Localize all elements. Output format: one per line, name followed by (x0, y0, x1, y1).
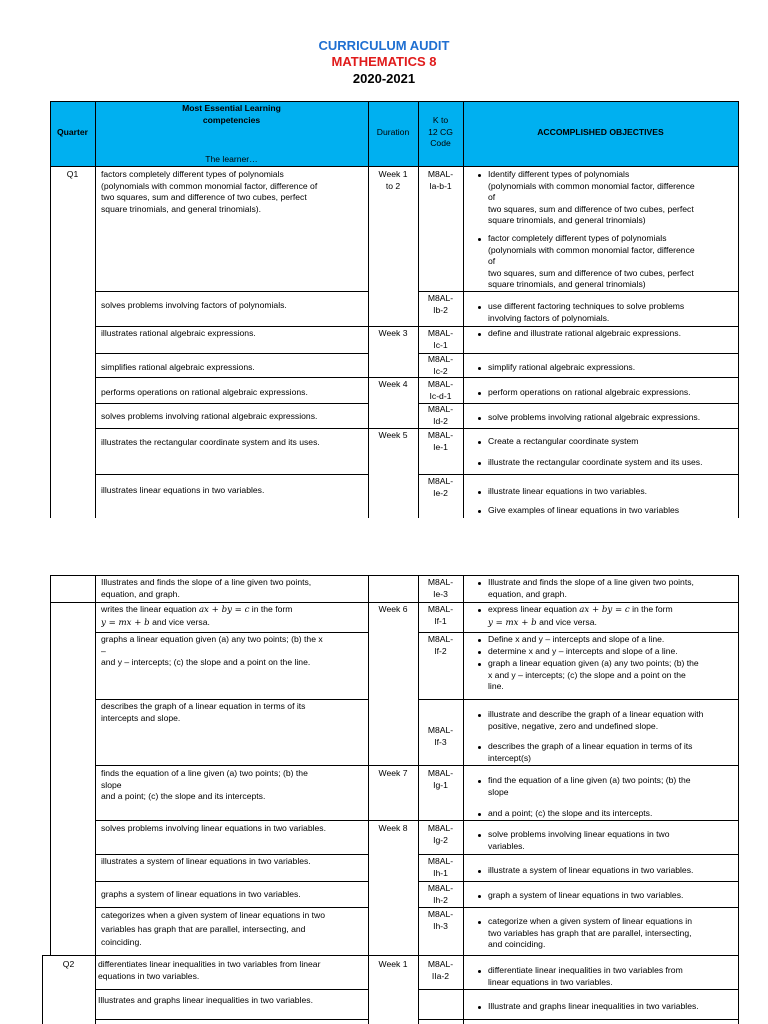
objective-text: solve problems involving rational algebraic expressions. (488, 412, 701, 422)
quarter-label: Q2 (62, 959, 75, 969)
col-header-learner: The learner… (205, 154, 258, 164)
bullet (478, 714, 481, 717)
competency-text: illustrates a system of linear equations in two variables. (101, 856, 311, 866)
code-text: M8AL- Ic-d-1 (427, 379, 454, 401)
code-text: M8AL- Ih-1 (427, 856, 454, 878)
competency-text: factors completely different types of polynomials (polynomials with common monomial factor, difference of two squares, sum and difference of two cubes, perfect square trinomials, and general trinomials). (101, 169, 318, 214)
duration-text: Week 7 (378, 768, 408, 778)
bullet (478, 834, 481, 837)
code-text: M8AL- Ih-3 (427, 909, 454, 931)
competency-text: solves problems involving rational algebraic expressions. (101, 411, 318, 421)
objective-text: express linear equation ax + by = c in the form y = mx + b and vice versa. (488, 604, 673, 628)
code-text: M8AL- Id-2 (427, 404, 454, 426)
code-text: M8AL- Ia-b-1 (427, 169, 454, 191)
objective-text: differentiate linear inequalities in two variables from linear equations in two variables. (488, 965, 683, 987)
code-text: M8AL- If-1 (427, 604, 454, 626)
duration-text: Week 5 (378, 430, 408, 440)
col-header-quarter: Quarter (56, 127, 89, 137)
objective-text: and a point; (c) the slope and its intercepts. (488, 808, 653, 818)
competency-text: writes the linear equation ax + by = c in the form y = mx + b and vice versa. (101, 604, 293, 628)
duration-text: Week 8 (378, 823, 408, 833)
competency-text: categorizes when a given system of linear equations in two variables has graph that are parallel, intersecting, and coinciding. (101, 910, 326, 947)
bullet (478, 609, 481, 612)
competency-text: solves problems involving factors of polynomials. (101, 300, 287, 310)
competency-text: simplifies rational algebraic expressions. (101, 362, 255, 372)
code-text: M8AL- Ig-2 (427, 823, 454, 845)
bullet (478, 663, 481, 666)
code-text: M8AL- Ib-2 (427, 293, 454, 315)
competency-text: graphs a linear equation given (a) any two points; (b) the x – and y – intercepts; (c) the slope and a point on the line. (101, 634, 323, 668)
competency-text: illustrates the rectangular coordinate system and its uses. (101, 437, 320, 447)
duration-text: Week 6 (378, 604, 408, 614)
bullet (478, 780, 481, 783)
objective-text: illustrate and describe the graph of a linear equation with positive, negative, zero and undefined slope. (488, 709, 704, 731)
objective-text: graph a system of linear equations in two variables. (488, 890, 684, 900)
objective-text: Give examples of linear equations in two variables (488, 505, 680, 515)
competency-text: illustrates linear equations in two variables. (101, 485, 265, 495)
competency-text: describes the graph of a linear equation in terms of its intercepts and slope. (101, 701, 306, 723)
code-text: M8AL- If-2 (427, 634, 454, 656)
duration-text: Week 1 (378, 959, 408, 969)
objective-text: Illustrate and finds the slope of a line given two points, equation, and graph. (488, 577, 694, 599)
bullet (478, 870, 481, 873)
objective-text: illustrate the rectangular coordinate system and its uses. (488, 457, 703, 467)
objective-text: determine x and y – intercepts and slope of a line. (488, 646, 678, 656)
bullet (478, 582, 481, 585)
objective-text: Illustrate and graphs linear inequalities in two variables. (488, 1001, 699, 1011)
document-title: CURRICULUM AUDIT (318, 38, 450, 53)
duration-text: Week 1 to 2 (378, 169, 408, 191)
bullet (478, 1006, 481, 1009)
document-subject: MATHEMATICS 8 (331, 54, 437, 69)
code-text: M8AL- IIa-2 (427, 959, 454, 981)
quarter-label: Q1 (66, 169, 79, 179)
bullet (478, 921, 481, 924)
competency-text: illustrates rational algebraic expressions. (101, 328, 256, 338)
objective-text: define and illustrate rational algebraic expressions. (488, 328, 681, 338)
code-text: M8AL- Ic-2 (427, 354, 454, 376)
bullet (478, 895, 481, 898)
competency-text: differentiates linear inequalities in two variables from linear equations in two variables. (98, 959, 321, 981)
objective-text: find the equation of a line given (a) two points; (b) the slope (488, 775, 691, 797)
objective-text: Create a rectangular coordinate system (488, 436, 639, 446)
col-header-melc: Most Essential Learning competencies (182, 103, 281, 125)
objective-text: categorize when a given system of linear equations in two variables has graph that are parallel, intersecting, and coinciding. (488, 916, 692, 950)
code-text: M8AL- Ih-2 (427, 883, 454, 905)
code-text: M8AL- If-3 (427, 725, 454, 747)
objective-text: illustrate linear equations in two variables. (488, 486, 648, 496)
objective-text: describes the graph of a linear equation in terms of its intercept(s) (488, 741, 693, 763)
objective-text: illustrate a system of linear equations in two variables. (488, 865, 694, 875)
objective-text: simplify rational algebraic expressions. (488, 362, 636, 372)
col-header-objectives: ACCOMPLISHED OBJECTIVES (537, 127, 664, 137)
objective-text: Define x and y – intercepts and slope of a line. (488, 634, 665, 644)
code-text: M8AL- Ie-1 (427, 430, 454, 452)
duration-text: Week 4 (378, 379, 408, 389)
document-year: 2020-2021 (352, 71, 416, 86)
objective-text: perform operations on rational algebraic expressions. (488, 387, 691, 397)
bullet (478, 746, 481, 749)
code-text: M8AL- Ie-3 (427, 577, 454, 599)
competency-text: finds the equation of a line given (a) two points; (b) the slope and a point; (c) the slope and its intercepts. (101, 768, 308, 802)
objective-text: Identify different types of polynomials (polynomials with common monomial factor, difference of two squares, sum and difference of two cubes, perfect square trinomials, and general trinomials) (488, 169, 695, 226)
bullet (478, 970, 481, 973)
bullet (478, 639, 481, 642)
objective-text: solve problems involving linear equations in two variables. (488, 829, 670, 851)
objective-text: factor completely different types of polynomials (polynomials with common monomial factor, difference of two squares, sum and difference of two cubes, perfect square trinomials, and general trinomials) (488, 233, 695, 290)
code-text: M8AL- Ie-2 (427, 476, 454, 498)
bullet (478, 651, 481, 654)
competency-text: Illustrates and finds the slope of a line given two points, equation, and graph. (101, 577, 312, 599)
col-header-code: K to 12 CG Code (428, 115, 453, 149)
bullet (478, 813, 481, 816)
competency-text: performs operations on rational algebraic expressions. (101, 387, 308, 397)
col-header-duration: Duration (376, 127, 410, 137)
competency-text: graphs a system of linear equations in two variables. (101, 889, 301, 899)
competency-text: solves problems involving linear equations in two variables. (101, 823, 326, 833)
objective-text: use different factoring techniques to solve problems involving factors of polynomials. (488, 301, 685, 323)
duration-text: Week 3 (378, 328, 408, 338)
code-text: M8AL- Ic-1 (427, 328, 454, 350)
objective-text: graph a linear equation given (a) any two points; (b) the x and y – intercepts; (c) the slope and a point on the line. (488, 658, 699, 692)
competency-text: Illustrates and graphs linear inequalities in two variables. (98, 995, 313, 1005)
code-text: M8AL- Ig-1 (427, 768, 454, 790)
